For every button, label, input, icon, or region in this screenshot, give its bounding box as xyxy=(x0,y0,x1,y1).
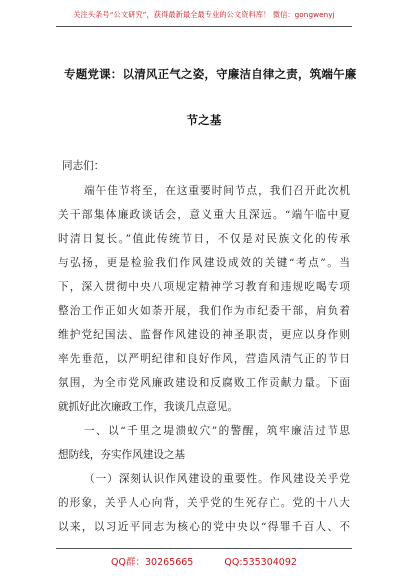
footer-qq-group: QQ群：30265665 xyxy=(111,557,194,568)
body-line: 整治工作正如火如荼开展，我们作为市纪委干部，肩负着 xyxy=(58,305,350,317)
body-line: 下，深入贯彻中央八项规定精神学习教育和违规吃喝专项 xyxy=(58,281,350,293)
footer-divider xyxy=(56,548,352,549)
body-line: 时清日复长。”值此传统节日，不仅是对民族文化的传承 xyxy=(58,233,350,245)
body-line: 就抓好此次廉政工作，我谈几点意见。 xyxy=(58,401,239,413)
body-line: 关干部集体廉政谈话会，意义重大且深远。“端午临中夏 xyxy=(58,209,350,221)
section-heading-line: 想防线，夯实作风建设之基 xyxy=(58,449,186,461)
body-line: 的形象，关乎人心向背，关乎党的生死存亡。党的十八大 xyxy=(58,497,350,509)
body-line: 与弘扬，更是检验我们作风建设成效的关键“考点”。当 xyxy=(58,257,350,269)
header-banner: 关注头条号“公文研究”，获得最新最全最专业的公文资料库！ 微信：gongwenyj xyxy=(73,10,335,19)
salutation: 同志们： xyxy=(62,160,105,172)
body-line: 氛围，为全市党风廉政建设和反腐败工作贡献力量。下面 xyxy=(58,377,350,389)
header-divider xyxy=(56,26,352,27)
body-line: 端午佳节将至，在这重要时间节点，我们召开此次机 xyxy=(84,185,350,197)
document-title-line-1: 专题党课：以清风正气之姿，守廉洁自律之责，筑端午廉 xyxy=(64,67,357,81)
body-line: （一）深刻认识作风建设的重要性。作风建设关乎党 xyxy=(84,473,350,485)
footer-qq-contact: QQ:535304092 xyxy=(224,557,297,568)
body-line: 维护党纪国法、监督作风建设的神圣职责，更应以身作则 xyxy=(58,329,350,341)
body-line: 以来，以习近平同志为核心的党中央以“得罪千百人、不 xyxy=(58,521,350,533)
footer xyxy=(0,554,408,568)
section-heading-line: 一、以“千里之堤溃蚁穴”的警醒，筑牢廉洁过节思 xyxy=(84,425,350,437)
document-title-line-2: 节之基 xyxy=(186,113,222,127)
body-line: 率先垂范，以严明纪律和良好作风，营造风清气正的节日 xyxy=(58,353,350,365)
